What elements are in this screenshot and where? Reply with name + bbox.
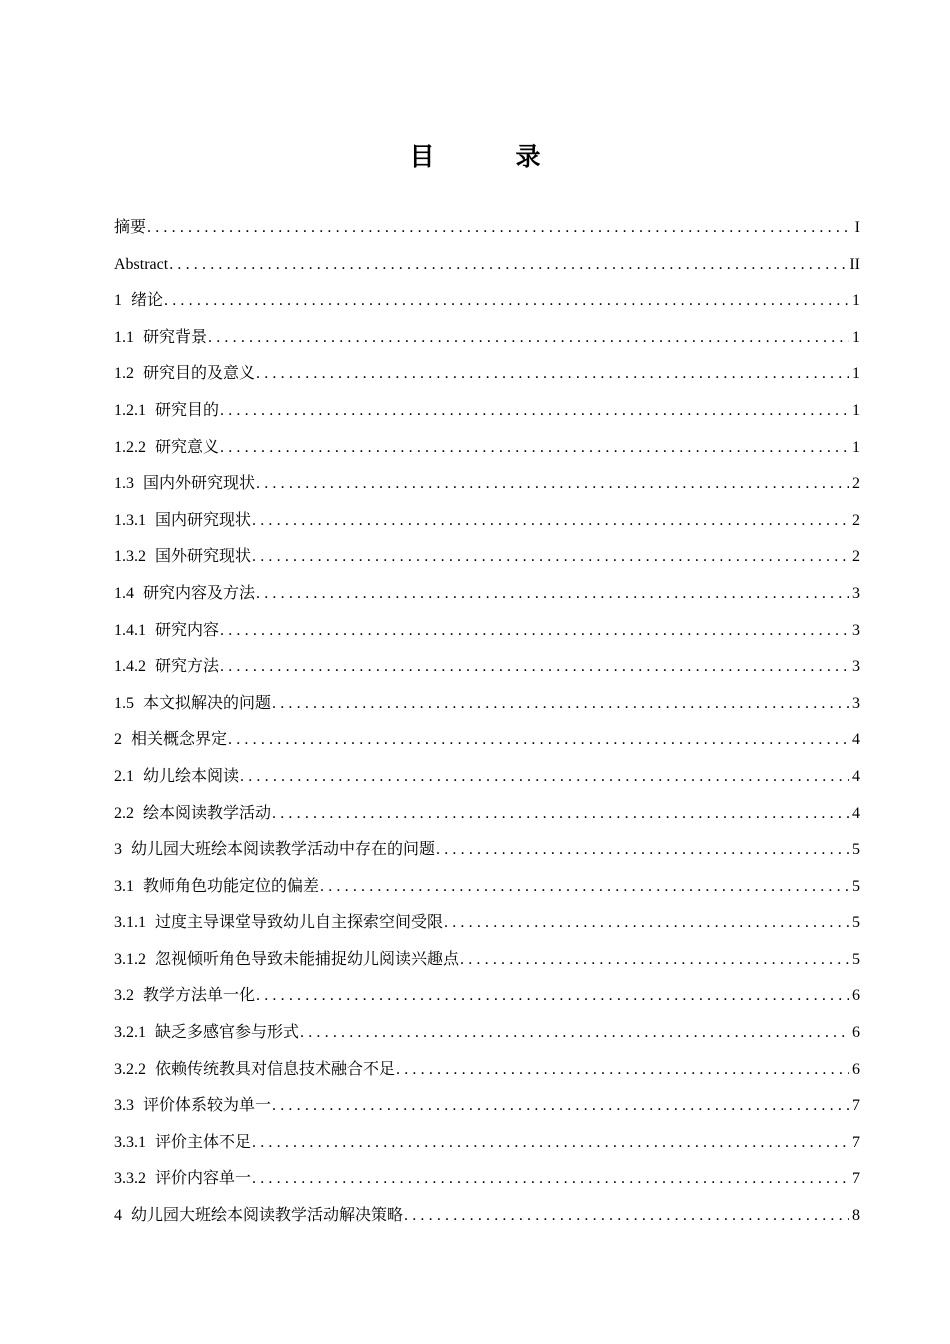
toc-entry[interactable] bbox=[114, 613, 860, 650]
toc-dot-leader bbox=[168, 247, 846, 284]
toc-entry[interactable] bbox=[114, 1125, 860, 1162]
toc-entry-label: 研究目的及意义 bbox=[143, 365, 256, 383]
toc-entry[interactable] bbox=[114, 1161, 860, 1198]
toc-entry-label: 教师角色功能定位的偏差 bbox=[143, 877, 320, 895]
toc-entry-label: 研究方法 bbox=[155, 658, 220, 676]
toc-entry[interactable] bbox=[114, 686, 860, 723]
toc-entry-title bbox=[114, 905, 443, 942]
toc-title: 目 录 bbox=[409, 141, 569, 171]
toc-entry[interactable] bbox=[114, 649, 860, 686]
toc-entry-title bbox=[114, 466, 255, 503]
toc-dot-leader bbox=[255, 466, 849, 503]
toc-entry-label: 研究内容 bbox=[155, 621, 220, 639]
toc-entry-title bbox=[114, 1015, 299, 1052]
toc-page-number: 7 bbox=[852, 1170, 860, 1188]
toc-page-number: I bbox=[854, 219, 860, 236]
toc-entry[interactable] bbox=[114, 539, 860, 576]
toc-entry-title bbox=[114, 393, 219, 430]
toc-page-number: 4 bbox=[852, 767, 860, 785]
toc-entry-label: 研究意义 bbox=[155, 438, 220, 456]
toc-page-number: 4 bbox=[852, 731, 860, 749]
toc-entry[interactable] bbox=[114, 832, 860, 869]
toc-dot-leader bbox=[251, 539, 849, 576]
toc-dot-leader bbox=[435, 832, 849, 869]
toc-entry[interactable] bbox=[114, 1198, 860, 1235]
toc-dot-leader bbox=[251, 1161, 849, 1198]
toc-entry-title bbox=[114, 649, 219, 686]
toc-entry-label: 幼儿园大班绘本阅读教学活动解决策略 bbox=[131, 1207, 404, 1225]
toc-dot-leader bbox=[251, 1125, 849, 1162]
toc-entry-title bbox=[114, 283, 163, 320]
toc-entry[interactable] bbox=[114, 430, 860, 467]
toc-entry-title bbox=[114, 1161, 251, 1198]
toc-page-number: 1 bbox=[852, 292, 860, 310]
toc-entry-number: 1.2 bbox=[114, 365, 134, 383]
toc-entry[interactable] bbox=[114, 210, 860, 247]
toc-entry[interactable] bbox=[114, 576, 860, 613]
toc-entry-number: 3.3.1 bbox=[114, 1133, 146, 1151]
toc-entry-title bbox=[114, 1125, 251, 1162]
toc-entry-label: 绘本阅读教学活动 bbox=[143, 804, 272, 822]
toc-entry-title bbox=[114, 869, 319, 906]
toc-entry-title bbox=[114, 539, 251, 576]
toc-page-number: 8 bbox=[852, 1207, 860, 1225]
toc-entry-title bbox=[114, 503, 251, 540]
toc-entry-title bbox=[114, 686, 271, 723]
toc-page-number: 5 bbox=[852, 841, 860, 859]
toc-entry-title bbox=[114, 978, 255, 1015]
toc-dot-leader bbox=[255, 576, 849, 613]
toc-dot-leader bbox=[271, 1088, 849, 1125]
toc-entry-number: 1.3.1 bbox=[114, 511, 146, 529]
toc-entry-label: 国内外研究现状 bbox=[143, 475, 256, 493]
toc-entry-number: 3.2.1 bbox=[114, 1024, 146, 1042]
toc-entry-label: 教学方法单一化 bbox=[143, 987, 256, 1005]
toc-entry[interactable] bbox=[114, 869, 860, 906]
toc-page-number: 1 bbox=[852, 328, 860, 346]
toc-entry-label: 评价内容单一 bbox=[155, 1170, 252, 1188]
toc-page-number: 5 bbox=[852, 877, 860, 895]
toc-page-number: 3 bbox=[852, 694, 860, 712]
toc-entry-number: 1.5 bbox=[114, 694, 134, 712]
toc-entry-title bbox=[114, 722, 227, 759]
toc-entry-label: 研究背景 bbox=[143, 328, 208, 346]
toc-dot-leader bbox=[255, 978, 849, 1015]
toc-entry-number: 1.4.1 bbox=[114, 621, 146, 639]
toc-dot-leader bbox=[227, 722, 849, 759]
toc-entry-label: 绪论 bbox=[131, 292, 164, 310]
toc-dot-leader bbox=[443, 905, 849, 942]
toc-page-number: 2 bbox=[852, 548, 860, 566]
toc-entry-label: 幼儿园大班绘本阅读教学活动中存在的问题 bbox=[131, 841, 436, 859]
toc-dot-leader bbox=[219, 393, 849, 430]
toc-entry-number: 1.2.2 bbox=[114, 438, 146, 456]
table-of-contents bbox=[114, 210, 860, 1235]
toc-entry-number: 3.1.2 bbox=[114, 950, 146, 968]
toc-dot-leader bbox=[219, 649, 849, 686]
toc-page-number: 3 bbox=[852, 658, 860, 676]
toc-entry-label: 相关概念界定 bbox=[131, 731, 228, 749]
toc-entry-label: 忽视倾听角色导致未能捕捉幼儿阅读兴趣点 bbox=[155, 950, 460, 968]
toc-entry-label: 幼儿绘本阅读 bbox=[143, 767, 240, 785]
toc-entry[interactable] bbox=[114, 1052, 860, 1089]
toc-entry-label: 摘要 bbox=[114, 219, 147, 236]
toc-entry-number: 1.4 bbox=[114, 584, 134, 602]
toc-page-number: 6 bbox=[852, 1060, 860, 1078]
toc-entry-label: Abstract bbox=[114, 255, 169, 273]
toc-page-number: 6 bbox=[852, 987, 860, 1005]
toc-entry[interactable] bbox=[114, 356, 860, 393]
toc-entry[interactable] bbox=[114, 320, 860, 357]
toc-entry-label: 缺乏多感官参与形式 bbox=[155, 1024, 300, 1042]
toc-entry-label: 国内研究现状 bbox=[155, 511, 252, 529]
toc-entry-label: 评价体系较为单一 bbox=[143, 1097, 272, 1115]
toc-entry[interactable] bbox=[114, 905, 860, 942]
toc-page-number: II bbox=[849, 255, 860, 273]
toc-entry[interactable] bbox=[114, 942, 860, 979]
toc-page-number: 5 bbox=[852, 914, 860, 932]
toc-entry-number: 3.2 bbox=[114, 987, 134, 1005]
toc-entry-label: 评价主体不足 bbox=[155, 1133, 252, 1151]
toc-entry-title bbox=[114, 832, 435, 869]
toc-dot-leader bbox=[271, 686, 849, 723]
toc-dot-leader bbox=[239, 759, 849, 796]
toc-dot-leader bbox=[207, 320, 849, 357]
toc-page-number: 3 bbox=[852, 584, 860, 602]
toc-dot-leader bbox=[146, 210, 852, 247]
toc-page-number: 1 bbox=[852, 401, 860, 419]
toc-entry-title bbox=[114, 759, 239, 796]
toc-dot-leader bbox=[219, 613, 849, 650]
toc-dot-leader bbox=[219, 430, 849, 467]
toc-entry-title bbox=[114, 430, 219, 467]
toc-entry-number: 2.1 bbox=[114, 767, 134, 785]
toc-dot-leader bbox=[403, 1198, 849, 1235]
toc-entry[interactable] bbox=[114, 722, 860, 759]
toc-dot-leader bbox=[319, 869, 849, 906]
toc-dot-leader bbox=[271, 796, 849, 833]
toc-entry-label: 研究内容及方法 bbox=[143, 584, 256, 602]
toc-entry-label: 过度主导课堂导致幼儿自主探索空间受限 bbox=[155, 914, 444, 932]
toc-entry-title bbox=[114, 1198, 403, 1235]
toc-entry-number: 1.4.2 bbox=[114, 658, 146, 676]
toc-entry-number: 1.3 bbox=[114, 475, 134, 493]
toc-entry-number: 3.1.1 bbox=[114, 914, 146, 932]
toc-page-number: 1 bbox=[852, 365, 860, 383]
toc-entry-number: 3 bbox=[114, 841, 122, 859]
toc-entry[interactable] bbox=[114, 503, 860, 540]
toc-entry-title bbox=[114, 356, 255, 393]
toc-entry-label: 国外研究现状 bbox=[155, 548, 252, 566]
toc-entry-number: 4 bbox=[114, 1207, 122, 1225]
toc-entry-number: 2.2 bbox=[114, 804, 134, 822]
toc-entry-number: 1 bbox=[114, 292, 122, 310]
toc-entry[interactable] bbox=[114, 759, 860, 796]
toc-entry-number: 3.2.2 bbox=[114, 1060, 146, 1078]
toc-dot-leader bbox=[163, 283, 849, 320]
toc-page-number: 5 bbox=[852, 950, 860, 968]
toc-dot-leader bbox=[255, 356, 849, 393]
toc-entry-label: 研究目的 bbox=[155, 401, 220, 419]
toc-entry-title bbox=[114, 613, 219, 650]
toc-page-number: 2 bbox=[852, 511, 860, 529]
toc-entry-number: 2 bbox=[114, 731, 122, 749]
toc-entry[interactable] bbox=[114, 466, 860, 503]
toc-entry-title bbox=[114, 796, 271, 833]
toc-page-number: 2 bbox=[852, 475, 860, 493]
toc-page-number: 4 bbox=[852, 804, 860, 822]
toc-entry-number: 3.3 bbox=[114, 1097, 134, 1115]
toc-page-number: 1 bbox=[852, 438, 860, 456]
toc-entry[interactable] bbox=[114, 1015, 860, 1052]
toc-entry-title bbox=[114, 247, 168, 284]
toc-page-number: 7 bbox=[852, 1097, 860, 1115]
toc-entry-title bbox=[114, 1088, 271, 1125]
toc-entry[interactable] bbox=[114, 247, 860, 284]
toc-dot-leader bbox=[395, 1052, 849, 1089]
toc-page-number: 7 bbox=[852, 1133, 860, 1151]
toc-entry-number: 3.1 bbox=[114, 877, 134, 895]
toc-entry[interactable] bbox=[114, 393, 860, 430]
toc-page-number: 3 bbox=[852, 621, 860, 639]
toc-entry-number: 1.1 bbox=[114, 328, 134, 346]
toc-dot-leader bbox=[299, 1015, 849, 1052]
toc-entry-number: 1.3.2 bbox=[114, 548, 146, 566]
toc-dot-leader bbox=[459, 942, 849, 979]
toc-entry[interactable] bbox=[114, 978, 860, 1015]
toc-entry[interactable] bbox=[114, 796, 860, 833]
toc-entry[interactable] bbox=[114, 1088, 860, 1125]
toc-entry-label: 依赖传统教具对信息技术融合不足 bbox=[155, 1060, 396, 1078]
toc-page-number: 6 bbox=[852, 1024, 860, 1042]
toc-entry-label: 本文拟解决的问题 bbox=[143, 694, 272, 712]
toc-dot-leader bbox=[251, 503, 849, 540]
toc-entry-title bbox=[114, 576, 255, 613]
toc-entry-title bbox=[114, 1052, 395, 1089]
toc-entry-title bbox=[114, 210, 146, 247]
toc-entry-title bbox=[114, 942, 459, 979]
toc-entry-number: 3.3.2 bbox=[114, 1170, 146, 1188]
toc-entry-title bbox=[114, 320, 207, 357]
toc-entry-number: 1.2.1 bbox=[114, 401, 146, 419]
toc-entry[interactable] bbox=[114, 283, 860, 320]
